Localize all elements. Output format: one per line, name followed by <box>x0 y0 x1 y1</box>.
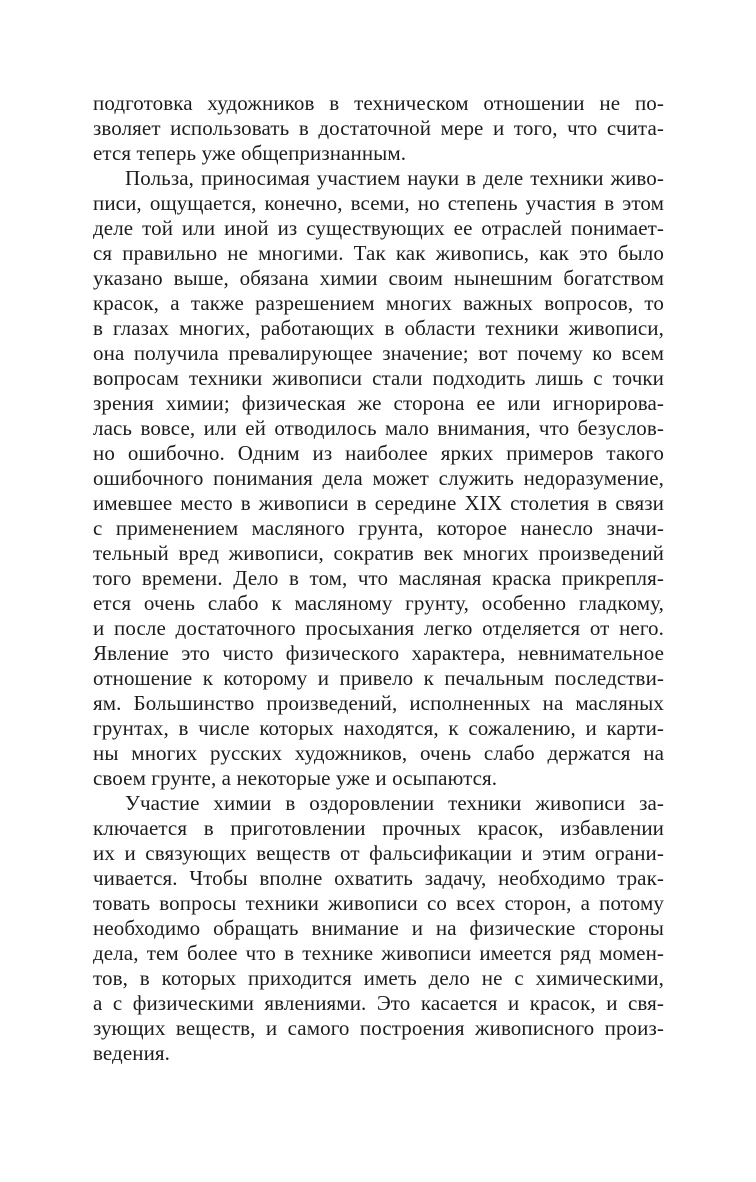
text-line: ется очень слабо к масляному грунту, особенно гладкому, <box>93 591 664 615</box>
paragraph <box>93 91 664 166</box>
text-line: имевшее место в живописи в середине XIX столетия в связи <box>93 491 664 515</box>
text-line: ключается в приготовлении прочных красок, избавлении <box>93 816 664 840</box>
text-line: ны многих русских художников, очень слабо держатся на <box>93 741 664 765</box>
text-line: ведения. <box>93 1041 171 1065</box>
text-line: лась вовсе, или ей отводилось мало внимания, что безуслов- <box>93 416 664 440</box>
text-line: чивается. Чтобы вполне охватить задачу, необходимо трак- <box>93 866 664 890</box>
text-line: она получила превалирующее значение; вот почему ко всем <box>93 341 664 365</box>
text-line: с применением масляного грунта, которое нанесло значи- <box>93 516 664 540</box>
text-line: вопросам техники живописи стали подходить лишь с точки <box>93 366 664 390</box>
text-line: того времени. Дело в том, что масляная краска прикрепля- <box>93 566 664 590</box>
text-line: Польза, приносимая участием науки в деле техники живо- <box>125 166 664 190</box>
text-line: товать вопросы техники живописи со всех сторон, а потому <box>93 891 664 915</box>
text-line: своем грунте, а некоторые уже и осыпаются. <box>93 766 498 790</box>
text-line: грунтах, в числе которых находятся, к сожалению, и карти- <box>93 716 664 740</box>
text-line: а с физическими явлениями. Это касается и красок, и свя- <box>93 991 664 1015</box>
page-text <box>93 91 664 1066</box>
paragraph <box>93 166 664 791</box>
text-line: подготовка художников в техническом отношении не по- <box>93 91 664 115</box>
text-line: Явление это чисто физического характера, невнимательное <box>93 641 664 665</box>
text-line: зующих веществ, и самого построения живописного произ- <box>93 1016 664 1040</box>
text-line: деле той или иной из существующих ее отраслей понимает- <box>93 216 664 240</box>
text-line: дела, тем более что в технике живописи имеется ряд момен- <box>93 941 664 965</box>
text-line: ся правильно не многими. Так как живопись, как это было <box>93 241 664 265</box>
text-line: писи, ощущается, конечно, всеми, но степень участия в этом <box>93 191 664 215</box>
text-line: необходимо обращать внимание и на физические стороны <box>93 916 664 940</box>
text-line: ям. Большинство произведений, исполненных на масляных <box>93 691 664 715</box>
text-line: и после достаточного просыхания легко отделяется от него. <box>93 616 664 640</box>
text-line: зволяет использовать в достаточной мере и того, что счита- <box>93 116 664 140</box>
text-line: их и связующих веществ от фальсификации и этим ограни- <box>93 841 664 865</box>
text-line: красок, а также разрешением многих важных вопросов, то <box>93 291 664 315</box>
text-line: зрения химии; физическая же сторона ее или игнорирова- <box>93 391 664 415</box>
text-line: Участие химии в оздоровлении техники живописи за- <box>125 791 664 815</box>
text-line: отношение к которому и привело к печальным последстви- <box>93 666 664 690</box>
text-line: указано выше, обязана химии своим нынешним богатством <box>93 266 664 290</box>
text-line: в глазах многих, работающих в области техники живописи, <box>93 316 664 340</box>
text-line: ошибочного понимания дела может служить недоразумение, <box>93 466 664 490</box>
text-line: тельный вред живописи, сократив век многих произведений <box>93 541 664 565</box>
paragraph <box>93 791 664 1066</box>
text-line: но ошибочно. Одним из наиболее ярких примеров такого <box>93 441 664 465</box>
text-line: тов, в которых приходится иметь дело не с химическими, <box>93 966 664 990</box>
text-line: ется теперь уже общепризнанным. <box>93 141 407 165</box>
